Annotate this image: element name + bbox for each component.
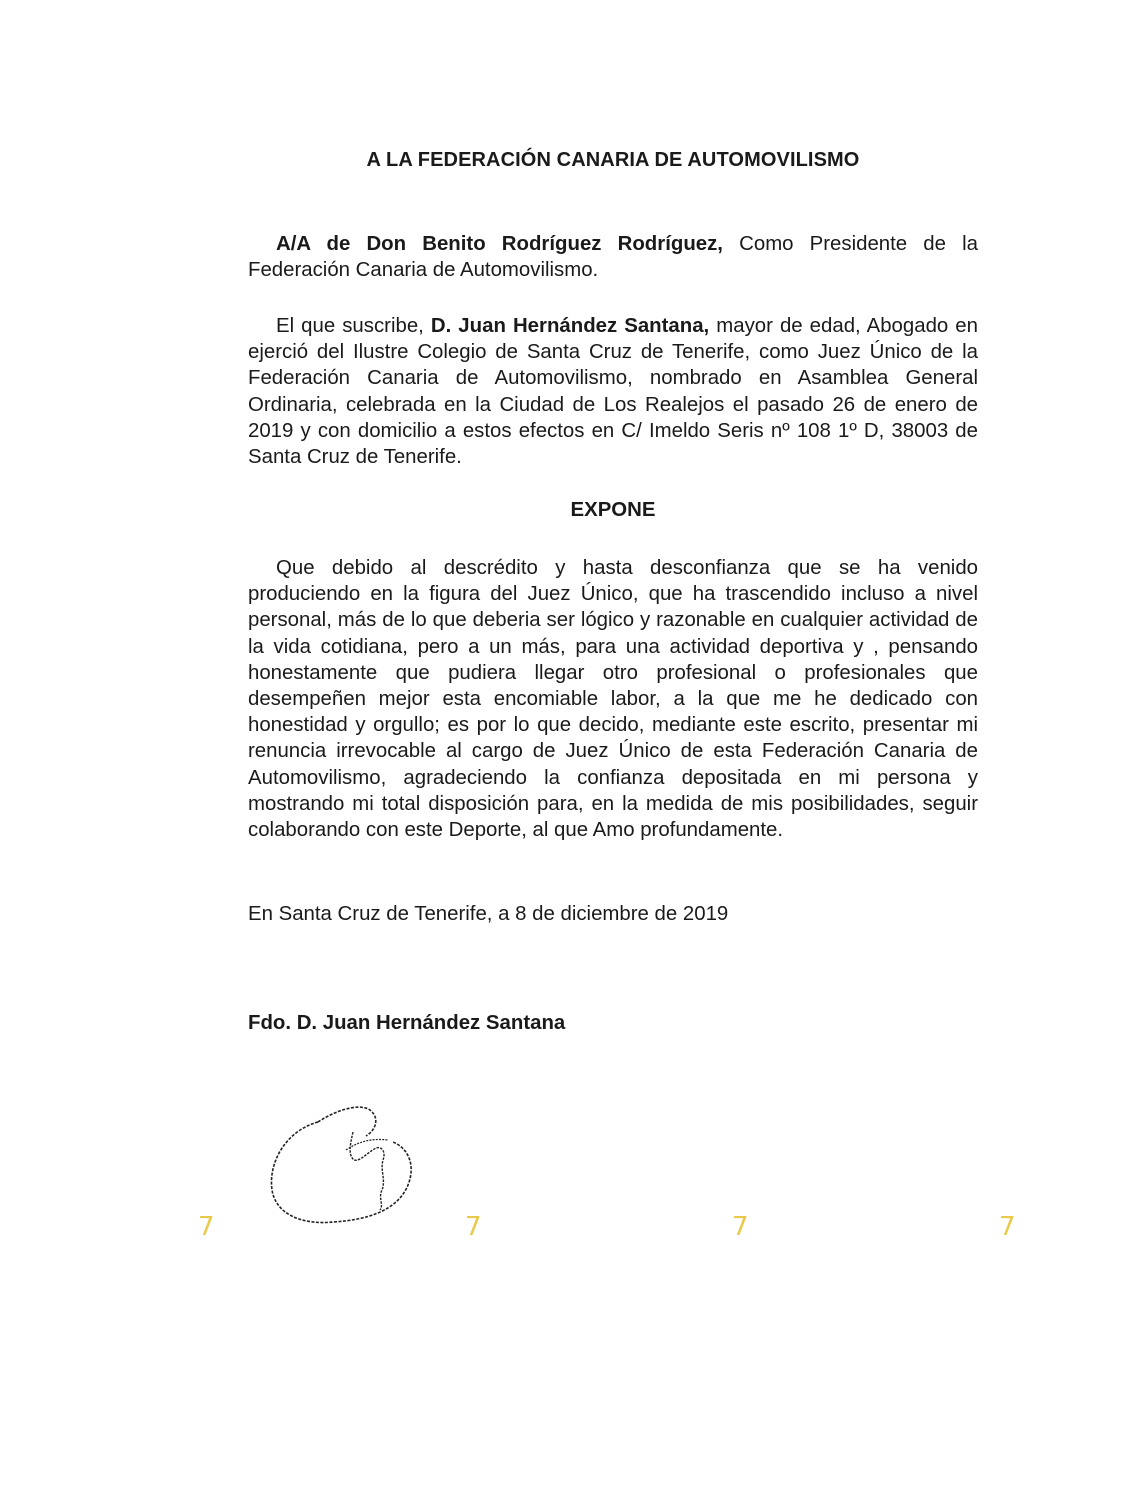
intro-body: mayor de edad, Abogado en ejerció del Ilustre Colegio de Santa Cruz de Tenerife, como Juez Único de la Federación Canaria de Automovilismo, nombrado en Asamblea General Ordinaria, celebrada en la Ciudad de Los Realejos el pasado 26 de enero de 2019 y con domicilio a estos efectos en C/ Imeldo Seris nº 108 1º D, 38003 de Santa Cruz de Tenerife. — [248, 315, 978, 469]
handwritten-signature — [258, 1090, 428, 1240]
addressee-name: A/A de Don Benito Rodríguez Rodríguez, — [276, 233, 723, 255]
page-mark: 7 — [732, 1212, 749, 1242]
body-paragraph — [248, 555, 978, 843]
page-mark: 7 — [465, 1212, 482, 1242]
page-mark: 7 — [999, 1212, 1016, 1242]
body-text: Que debido al descrédito y hasta desconfianza que se ha venido produciendo en la figura del Juez Único, que ha trascendido incluso a nivel personal, más de lo que deberia ser lógico y razonable en cualquier actividad de la vida cotidiana, pero a un más, para una actividad deportiva y , pensando honestamente que pudiera llegar otro profesional o profesionales que desempeñen mejor esta encomiable labor, a la que me he dedicado con honestidad y orgullo; es por lo que decido, mediante este escrito, presentar mi renuncia irrevocable al cargo de Juez Único de esta Federación Canaria de Automovilismo, agradeciendo la confianza depositada en mi persona y mostrando mi total disposición para, en la medida de mis posibilidades, seguir colaborando con este Deporte, al que Amo profundamente. — [248, 557, 978, 842]
section-heading: EXPONE — [570, 499, 656, 521]
addressee-paragraph — [248, 231, 978, 283]
intro-lead: El que suscribe, — [276, 315, 431, 337]
page-mark: 7 — [198, 1212, 215, 1242]
document-title: A LA FEDERACIÓN CANARIA DE AUTOMOVILISMO — [366, 149, 860, 171]
place-date: En Santa Cruz de Tenerife, a 8 de diciembre de 2019 — [248, 903, 729, 925]
addressee-role: Como Presidente de la Federación Canaria de Automovilismo. — [248, 233, 978, 282]
signed-by: Fdo. D. Juan Hernández Santana — [248, 1012, 566, 1034]
intro-paragraph — [248, 313, 978, 470]
signer-name-inline: D. Juan Hernández Santana, — [430, 315, 710, 337]
